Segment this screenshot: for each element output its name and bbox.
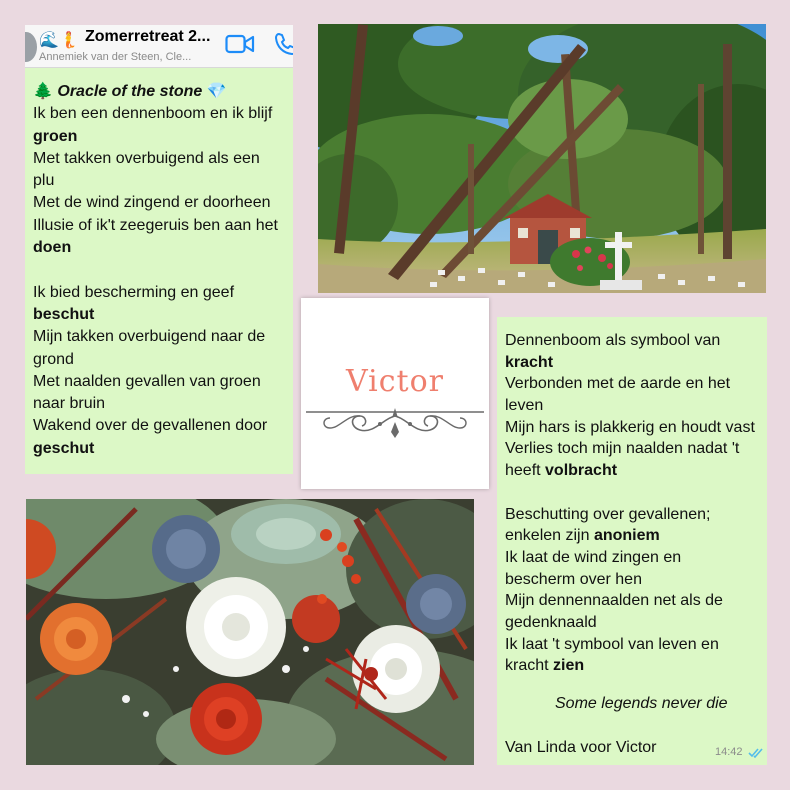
poem-line: leven <box>505 397 544 415</box>
poem-line: Ik laat de wind zingen en <box>505 548 682 566</box>
poem-line: gedenknaald <box>505 613 597 631</box>
poem-line: Verlies toch mijn naalden nadat 't <box>505 440 740 458</box>
phone-icon[interactable] <box>273 31 293 57</box>
signoff-line: Van Linda voor Victor <box>505 739 657 756</box>
poem-line: kracht <box>505 353 554 371</box>
group-members: Annemiek van der Steen, Cle... <box>39 51 192 63</box>
poem-line: Wakend over de gevallenen door <box>33 417 268 435</box>
chat-screenshot-right <box>497 317 767 765</box>
poem-emphasis: anoniem <box>593 527 660 545</box>
poem-title: Oracle of the stone <box>57 83 203 100</box>
group-avatar[interactable] <box>25 32 37 62</box>
poem-line: Mijn dennennaalden net als de <box>505 592 723 610</box>
poem-line <box>505 655 767 677</box>
forest-chapel-photo <box>318 24 766 293</box>
poem-line: geschut <box>33 439 95 457</box>
poem-line: grond <box>33 350 74 368</box>
poem-line: beschut <box>33 305 95 323</box>
flower-scene <box>26 499 474 765</box>
read-receipt-icon <box>748 747 764 759</box>
poem-line: doen <box>33 239 72 257</box>
poem-line: Mijn hars is plakkerig en houdt vast <box>505 418 755 436</box>
message-timestamp: 14:42 <box>715 746 743 758</box>
poem-line: Ik bied bescherming en geef <box>33 283 235 301</box>
victor-name-card <box>301 298 489 489</box>
poem-line: Ik ben een dennenboom en ik blijf <box>33 105 273 123</box>
group-title[interactable]: Zomerretreat 2... <box>85 28 211 45</box>
poem-emphasis: volbracht <box>545 462 618 480</box>
poem-text: kracht <box>505 657 554 675</box>
group-emoji: 🌊🧜 <box>39 30 79 49</box>
legend-line: Some legends never die <box>555 695 728 712</box>
poem-title-line <box>33 81 293 103</box>
poem-line: groen <box>33 127 78 145</box>
poem-line <box>505 525 767 547</box>
poem-line: Met naalden gevallen van groen <box>33 372 261 390</box>
flower-arrangement-photo <box>26 499 474 765</box>
poem-line: Dennenboom als symbool van <box>505 332 721 349</box>
poem-line: Ik laat 't symbool van leven en <box>505 635 719 653</box>
poem-line: plu <box>33 172 55 190</box>
poem-text: heeft <box>505 462 546 480</box>
poem-text: enkelen zijn <box>505 527 594 545</box>
gem-emoji: 💎 <box>206 83 227 100</box>
tree-emoji: 🌲 <box>33 83 53 100</box>
stanza-break <box>505 482 767 504</box>
poem-line: Met takken overbuigend als een <box>33 149 260 167</box>
stanza-break <box>33 259 293 281</box>
forest-scene <box>318 24 766 293</box>
video-call-icon[interactable] <box>225 33 255 55</box>
poem-left <box>33 81 293 460</box>
chat-header[interactable] <box>25 25 293 68</box>
poem-line: Met de wind zingend er doorheen <box>33 194 271 212</box>
poem-line: naar bruin <box>33 395 106 413</box>
poem-line: Beschutting over gevallenen; <box>505 505 711 523</box>
poem-line: Mijn takken overbuigend naar de <box>33 328 266 346</box>
ornament-scroll <box>304 404 486 444</box>
victor-name: Victor <box>346 364 444 399</box>
poem-line <box>505 460 767 482</box>
poem-line: Verbonden met de aarde en het <box>505 375 731 393</box>
poem-emphasis: zien <box>553 657 585 675</box>
poem-line: Illusie of ik't zeegeruis ben aan het <box>33 216 278 234</box>
chat-screenshot-left <box>25 25 293 474</box>
poem-right <box>505 330 767 677</box>
poem-line: bescherm over hen <box>505 570 642 588</box>
